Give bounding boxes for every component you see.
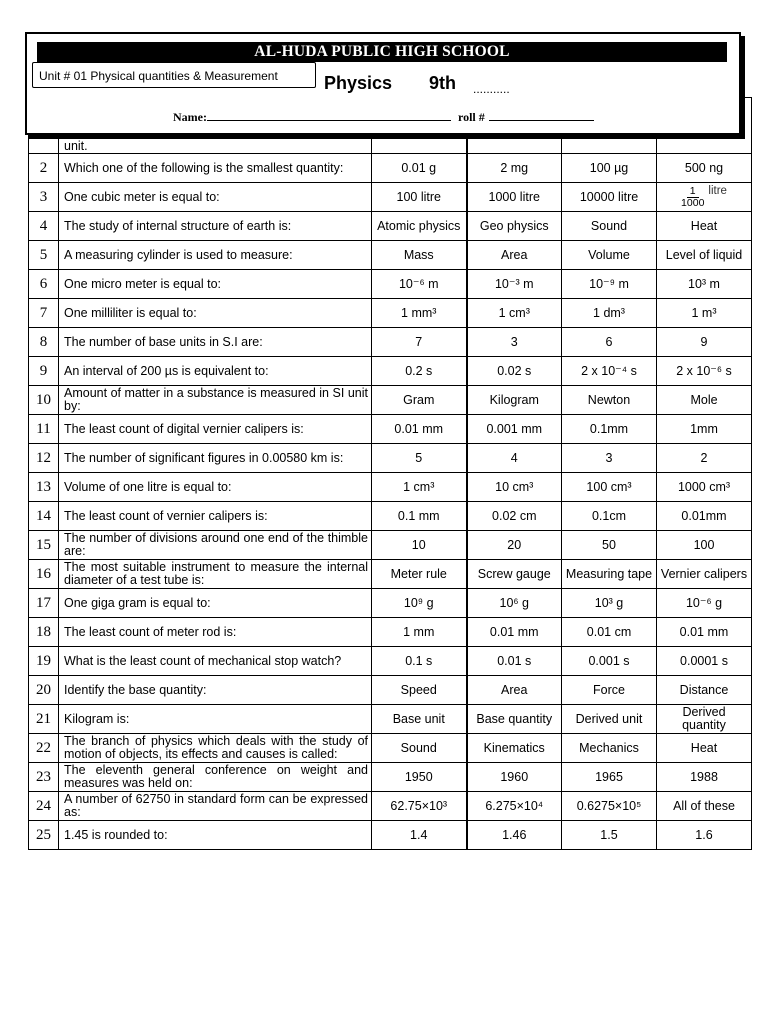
option-c: 1.5: [562, 821, 657, 850]
unit-title: Unit # 01 Physical quantities & Measurement: [32, 62, 316, 88]
option-b: 1 cm³: [467, 299, 562, 328]
table-row: [29, 299, 752, 328]
question-text: unit.: [59, 98, 372, 154]
option-d: 0.0001 s: [657, 647, 752, 676]
school-name: AL-HUDA PUBLIC HIGH SCHOOL: [37, 42, 727, 62]
option-a: Atomic physics: [372, 212, 467, 241]
option-b: 0.001 mm: [467, 415, 562, 444]
option-a: 7: [372, 328, 467, 357]
question-number: 18: [29, 618, 59, 647]
option-c: 0.1cm: [562, 502, 657, 531]
grade-label: 9th: [429, 73, 456, 93]
option-d: 1988: [657, 763, 752, 792]
option-c: 100 cm³: [562, 473, 657, 502]
question-text: The most suitable instrument to measure the internal diameter of a test tube is:: [59, 560, 372, 589]
question-text: The number of base units in S.I are:: [59, 328, 372, 357]
option-b: 1.46: [467, 821, 562, 850]
option-b: 10 cm³: [467, 473, 562, 502]
option-a: 1 cm³: [372, 473, 467, 502]
option-d: 9: [657, 328, 752, 357]
question-number: 10: [29, 386, 59, 415]
option-c: 50: [562, 531, 657, 560]
table-row: [29, 270, 752, 299]
option-d: Distance: [657, 676, 752, 705]
question-text: The least count of vernier calipers is:: [59, 502, 372, 531]
option-a: 100 litre: [372, 183, 467, 212]
option-b: 10⁻³ m: [467, 270, 562, 299]
option-b: 1000 litre: [467, 183, 562, 212]
table-row: [29, 154, 752, 183]
question-number: 4: [29, 212, 59, 241]
table-row: [29, 183, 752, 212]
option-c: Derived unit: [562, 705, 657, 734]
worksheet-header: [25, 32, 741, 135]
option-b: 4: [467, 444, 562, 473]
option-c: 0.01 cm: [562, 618, 657, 647]
question-text: Volume of one litre is equal to:: [59, 473, 372, 502]
question-number: 3: [29, 183, 59, 212]
table-row: [29, 618, 752, 647]
option-d: 1000 cm³: [657, 473, 752, 502]
table-row: [29, 502, 752, 531]
question-text: One milliliter is equal to:: [59, 299, 372, 328]
option-c: Force: [562, 676, 657, 705]
option-d: 0.01mm: [657, 502, 752, 531]
option-b: Base quantity: [467, 705, 562, 734]
option-d: Heat: [657, 734, 752, 763]
table-row: [29, 415, 752, 444]
table-row: [29, 531, 752, 560]
option-b: 3: [467, 328, 562, 357]
option-d: Vernier calipers: [657, 560, 752, 589]
option-c: 10⁻⁹ m: [562, 270, 657, 299]
question-number: 9: [29, 357, 59, 386]
question-number: 5: [29, 241, 59, 270]
option-c: 1 dm³: [562, 299, 657, 328]
question-number: 13: [29, 473, 59, 502]
option-b: 6.275×10⁴: [467, 792, 562, 821]
question-number: 20: [29, 676, 59, 705]
option-a: Sound: [372, 734, 467, 763]
option-d: Level of liquid: [657, 241, 752, 270]
question-text: The number of divisions around one end of the thimble are:: [59, 531, 372, 560]
option-c: Mechanics: [562, 734, 657, 763]
question-number: 7: [29, 299, 59, 328]
option-d: 100: [657, 531, 752, 560]
fraction: [681, 186, 704, 209]
name-label: Name:: [173, 110, 207, 124]
option-d: 500 ng: [657, 154, 752, 183]
question-text: The study of internal structure of earth is:: [59, 212, 372, 241]
table-row: [29, 241, 752, 270]
roll-label: roll #: [457, 110, 485, 124]
option-a: 0.1 mm: [372, 502, 467, 531]
option-b: Screw gauge: [467, 560, 562, 589]
mcq-table-body: [29, 98, 752, 850]
option-c: Newton: [562, 386, 657, 415]
question-text: A measuring cylinder is used to measure:: [59, 241, 372, 270]
option-a: Base unit: [372, 705, 467, 734]
option-d: 10⁻⁶ g: [657, 589, 752, 618]
option-b: Geo physics: [467, 212, 562, 241]
option-d: 2: [657, 444, 752, 473]
table-row: [29, 676, 752, 705]
question-number: 22: [29, 734, 59, 763]
option-a: 1 mm³: [372, 299, 467, 328]
table-row: [29, 473, 752, 502]
question-text: 1.45 is rounded to:: [59, 821, 372, 850]
name-blank[interactable]: [207, 110, 451, 121]
question-number: 17: [29, 589, 59, 618]
question-text: The eleventh general conference on weight and measures was held on:: [59, 763, 372, 792]
question-text: The branch of physics which deals with the study of motion of objects, its effects and causes is called:: [59, 734, 372, 763]
question-text: One micro meter is equal to:: [59, 270, 372, 299]
option-a: 5: [372, 444, 467, 473]
option-b: 2 mg: [467, 154, 562, 183]
question-number: 6: [29, 270, 59, 299]
option-c: 3: [562, 444, 657, 473]
option-a: 0.2 s: [372, 357, 467, 386]
option-d: Mole: [657, 386, 752, 415]
option-c: 0.1mm: [562, 415, 657, 444]
table-row: [29, 444, 752, 473]
option-c: Volume: [562, 241, 657, 270]
option-d: All of these: [657, 792, 752, 821]
question-number: 14: [29, 502, 59, 531]
fraction-denominator: 1000: [681, 196, 705, 209]
option-d: 1 m³: [657, 299, 752, 328]
question-number: 11: [29, 415, 59, 444]
option-b: 0.01 mm: [467, 618, 562, 647]
option-c: Sound: [562, 212, 657, 241]
question-text: The least count of meter rod is:: [59, 618, 372, 647]
option-c: 6: [562, 328, 657, 357]
option-a: Gram: [372, 386, 467, 415]
table-row: [29, 589, 752, 618]
option-a: 1950: [372, 763, 467, 792]
option-d: 2 x 10⁻⁶ s: [657, 357, 752, 386]
option-a: 0.1 s: [372, 647, 467, 676]
option-a: Meter rule: [372, 560, 467, 589]
question-number: 19: [29, 647, 59, 676]
option-c: Measuring tape: [562, 560, 657, 589]
question-text: What is the least count of mechanical stop watch?: [59, 647, 372, 676]
option-d: Derived quantity: [657, 705, 752, 734]
table-row: [29, 386, 752, 415]
fraction-numerator: 1: [687, 186, 699, 198]
name-roll-line: [173, 110, 594, 125]
option-b: Kilogram: [467, 386, 562, 415]
option-a: 10⁹ g: [372, 589, 467, 618]
option-b: 20: [467, 531, 562, 560]
option-a: 1.4: [372, 821, 467, 850]
option-a: Speed: [372, 676, 467, 705]
question-text: Identify the base quantity:: [59, 676, 372, 705]
option-b: 10⁶ g: [467, 589, 562, 618]
option-b: 1960: [467, 763, 562, 792]
question-text: One cubic meter is equal to:: [59, 183, 372, 212]
table-row: [29, 647, 752, 676]
question-number: 24: [29, 792, 59, 821]
table-row: [29, 821, 752, 850]
option-a: 10: [372, 531, 467, 560]
table-row: [29, 560, 752, 589]
question-text: The least count of digital vernier calipers is:: [59, 415, 372, 444]
option-d: [657, 183, 752, 212]
option-c: 10³ g: [562, 589, 657, 618]
table-row: [29, 734, 752, 763]
question-number: 16: [29, 560, 59, 589]
option-c: 2 x 10⁻⁴ s: [562, 357, 657, 386]
option-a: 1 mm: [372, 618, 467, 647]
table-row: [29, 792, 752, 821]
option-c: 1965: [562, 763, 657, 792]
question-text: A number of 62750 in standard form can be expressed as:: [59, 792, 372, 821]
option-c: 0.6275×10⁵: [562, 792, 657, 821]
question-number: 2: [29, 154, 59, 183]
question-text: The number of significant figures in 0.00580 km is:: [59, 444, 372, 473]
option-a: 62.75×10³: [372, 792, 467, 821]
fraction-unit: litre: [708, 185, 727, 198]
grade-dots: ...........: [473, 82, 510, 96]
roll-blank[interactable]: [489, 110, 594, 121]
question-number: 25: [29, 821, 59, 850]
option-d: 10³ m: [657, 270, 752, 299]
question-number: 21: [29, 705, 59, 734]
question-text: Amount of matter in a substance is measured in SI unit by:: [59, 386, 372, 415]
question-text: An interval of 200 µs is equivalent to:: [59, 357, 372, 386]
option-d: Heat: [657, 212, 752, 241]
table-row: [29, 328, 752, 357]
question-number: 12: [29, 444, 59, 473]
table-row: [29, 763, 752, 792]
option-a: Mass: [372, 241, 467, 270]
option-c: 10000 litre: [562, 183, 657, 212]
option-b: 0.02 cm: [467, 502, 562, 531]
option-d: 0.01 mm: [657, 618, 752, 647]
table-row: [29, 212, 752, 241]
question-number: 15: [29, 531, 59, 560]
mcq-table: [28, 97, 752, 850]
option-b: Area: [467, 241, 562, 270]
question-text: Which one of the following is the smallest quantity:: [59, 154, 372, 183]
option-c: 0.001 s: [562, 647, 657, 676]
option-c: 100 µg: [562, 154, 657, 183]
question-text: One giga gram is equal to:: [59, 589, 372, 618]
question-number: 8: [29, 328, 59, 357]
question-number: 23: [29, 763, 59, 792]
option-b: Area: [467, 676, 562, 705]
option-a: 10⁻⁶ m: [372, 270, 467, 299]
option-d: 1.6: [657, 821, 752, 850]
option-a: 0.01 mm: [372, 415, 467, 444]
option-b: 0.02 s: [467, 357, 562, 386]
option-b: 0.01 s: [467, 647, 562, 676]
option-a: 0.01 g: [372, 154, 467, 183]
table-row: [29, 357, 752, 386]
option-d: 1mm: [657, 415, 752, 444]
option-b: Kinematics: [467, 734, 562, 763]
question-text: Kilogram is:: [59, 705, 372, 734]
table-row: [29, 705, 752, 734]
subject-title: Physics: [324, 73, 393, 93]
